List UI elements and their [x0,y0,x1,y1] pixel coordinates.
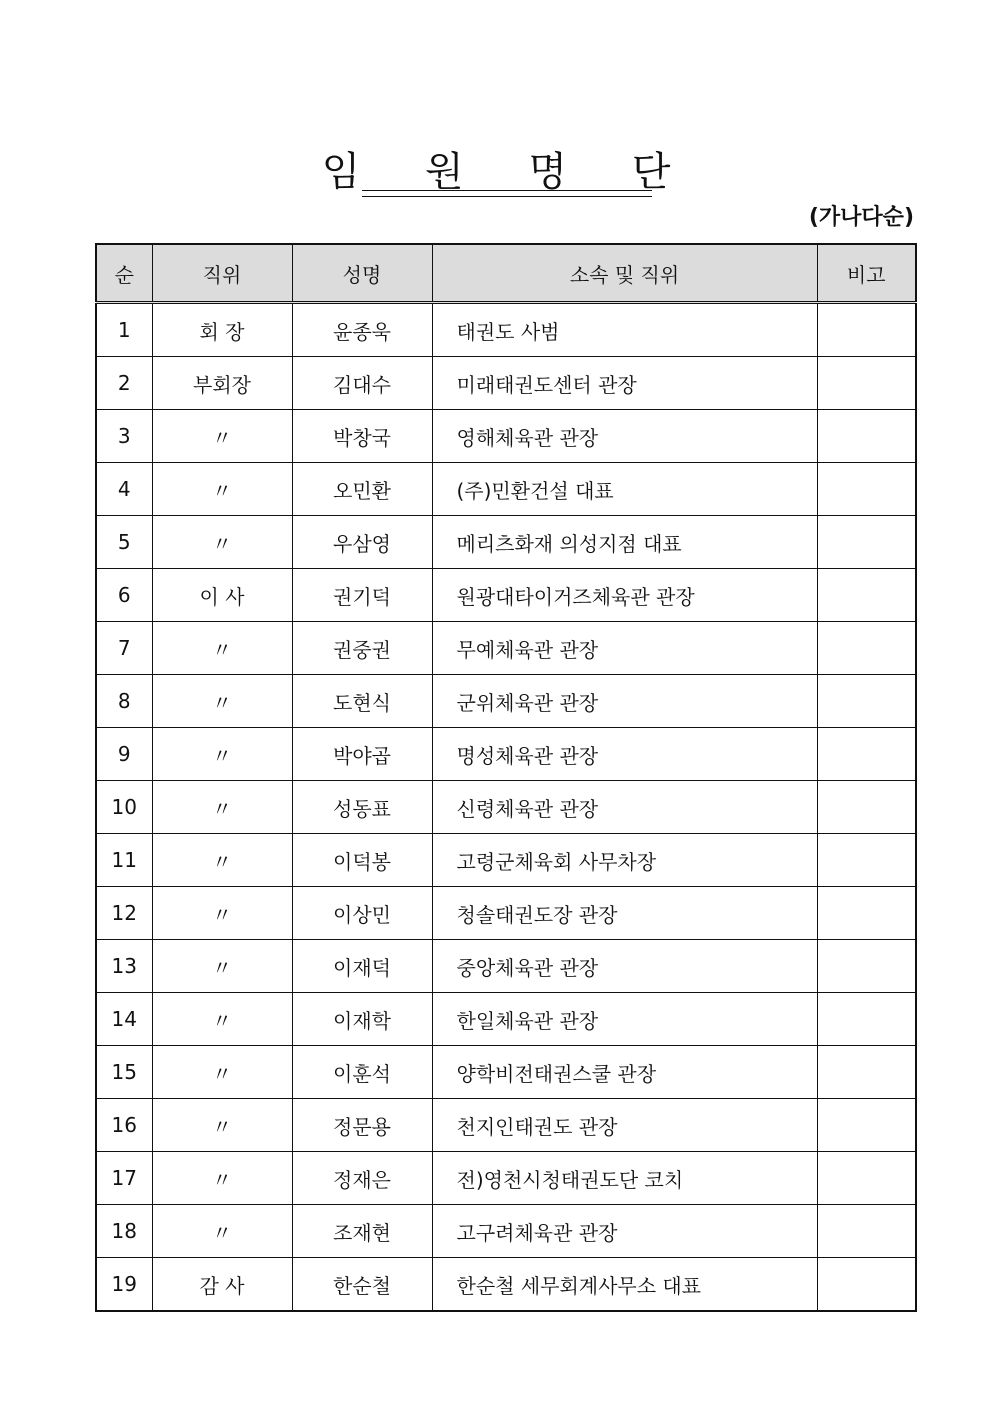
row-note [817,675,916,728]
row-affiliation: 메리츠화재 의성지점 대표 [432,516,817,569]
row-note [817,1205,916,1258]
row-name: 이상민 [292,887,432,940]
row-note [817,1099,916,1152]
row-position: 〃 [152,516,292,569]
row-number: 7 [96,622,152,675]
row-position: 〃 [152,1152,292,1205]
row-name: 성동표 [292,781,432,834]
row-number: 6 [96,569,152,622]
row-number: 5 [96,516,152,569]
table-row [96,622,916,675]
table-row [96,781,916,834]
row-name: 정문용 [292,1099,432,1152]
row-affiliation: 명성체육관 관장 [432,728,817,781]
row-note [817,1046,916,1099]
row-position: 〃 [152,1099,292,1152]
row-position: 〃 [152,887,292,940]
row-affiliation: 중앙체육관 관장 [432,940,817,993]
row-number: 11 [96,834,152,887]
row-note [817,781,916,834]
row-affiliation: 태권도 사범 [432,303,817,357]
page-title: 임 원 명 단 [321,149,697,195]
row-position: 〃 [152,1046,292,1099]
row-number: 19 [96,1258,152,1312]
row-name: 김대수 [292,357,432,410]
row-position: 〃 [152,781,292,834]
table-row [96,887,916,940]
row-affiliation: 고령군체육회 사무차장 [432,834,817,887]
row-name: 우삼영 [292,516,432,569]
row-position: 〃 [152,1205,292,1258]
header-note: 비고 [817,244,916,303]
row-affiliation: 원광대타이거즈체육관 관장 [432,569,817,622]
row-note [817,940,916,993]
header-position: 직위 [152,244,292,303]
table-row [96,516,916,569]
row-note [817,1258,916,1312]
row-affiliation: 한일체육관 관장 [432,993,817,1046]
row-affiliation: (주)민환건설 대표 [432,463,817,516]
row-note [817,410,916,463]
row-position: 〃 [152,622,292,675]
table-row [96,728,916,781]
row-note [817,622,916,675]
header-affiliation: 소속 및 직위 [432,244,817,303]
row-number: 3 [96,410,152,463]
row-position: 〃 [152,940,292,993]
row-note [817,834,916,887]
table-row [96,303,916,357]
row-name: 이재덕 [292,940,432,993]
row-name: 윤종욱 [292,303,432,357]
table-row [96,1099,916,1152]
row-name: 조재현 [292,1205,432,1258]
row-name: 박창국 [292,410,432,463]
officers-table [95,243,917,1312]
row-position: 회 장 [152,303,292,357]
title-underline-secondary [362,196,652,197]
table-row [96,1258,916,1312]
table-row [96,675,916,728]
row-position: 〃 [152,463,292,516]
row-affiliation: 미래태권도센터 관장 [432,357,817,410]
table-row [96,993,916,1046]
row-note [817,728,916,781]
row-affiliation: 양학비전태권스쿨 관장 [432,1046,817,1099]
row-number: 15 [96,1046,152,1099]
row-number: 1 [96,303,152,357]
title-underline [362,190,652,191]
row-name: 권중권 [292,622,432,675]
row-name: 한순철 [292,1258,432,1312]
row-name: 권기덕 [292,569,432,622]
row-name: 이덕봉 [292,834,432,887]
row-number: 10 [96,781,152,834]
row-position: 〃 [152,834,292,887]
row-affiliation: 신령체육관 관장 [432,781,817,834]
row-number: 13 [96,940,152,993]
table-row [96,1152,916,1205]
row-affiliation: 전)영천시청태권도단 코치 [432,1152,817,1205]
row-number: 12 [96,887,152,940]
row-affiliation: 고구려체육관 관장 [432,1205,817,1258]
row-name: 이훈석 [292,1046,432,1099]
row-number: 9 [96,728,152,781]
row-affiliation: 무예체육관 관장 [432,622,817,675]
row-position: 〃 [152,993,292,1046]
row-affiliation: 청솔태권도장 관장 [432,887,817,940]
table-row [96,940,916,993]
table-row [96,834,916,887]
row-name: 정재은 [292,1152,432,1205]
table-row [96,410,916,463]
row-note [817,887,916,940]
row-note [817,303,916,357]
row-number: 17 [96,1152,152,1205]
row-note [817,357,916,410]
row-number: 16 [96,1099,152,1152]
row-note [817,1152,916,1205]
row-name: 도현식 [292,675,432,728]
row-name: 박야곱 [292,728,432,781]
row-affiliation: 천지인태권도 관장 [432,1099,817,1152]
row-note [817,463,916,516]
row-note [817,516,916,569]
header-number: 순 [96,244,152,303]
table-row [96,463,916,516]
row-position: 〃 [152,410,292,463]
row-position: 감 사 [152,1258,292,1312]
row-affiliation: 영해체육관 관장 [432,410,817,463]
row-number: 8 [96,675,152,728]
table-row [96,357,916,410]
row-number: 14 [96,993,152,1046]
row-position: 이 사 [152,569,292,622]
row-position: 부회장 [152,357,292,410]
row-number: 2 [96,357,152,410]
sort-order-note: (가나다순) [808,205,914,230]
table-header-row [96,244,916,303]
row-number: 18 [96,1205,152,1258]
row-note [817,993,916,1046]
table-row [96,1205,916,1258]
row-name: 오민환 [292,463,432,516]
table-body [96,303,916,1312]
row-position: 〃 [152,728,292,781]
row-number: 4 [96,463,152,516]
row-note [817,569,916,622]
table-row [96,1046,916,1099]
header-name: 성명 [292,244,432,303]
row-position: 〃 [152,675,292,728]
row-affiliation: 군위체육관 관장 [432,675,817,728]
row-name: 이재학 [292,993,432,1046]
row-affiliation: 한순철 세무회계사무소 대표 [432,1258,817,1312]
table-row [96,569,916,622]
